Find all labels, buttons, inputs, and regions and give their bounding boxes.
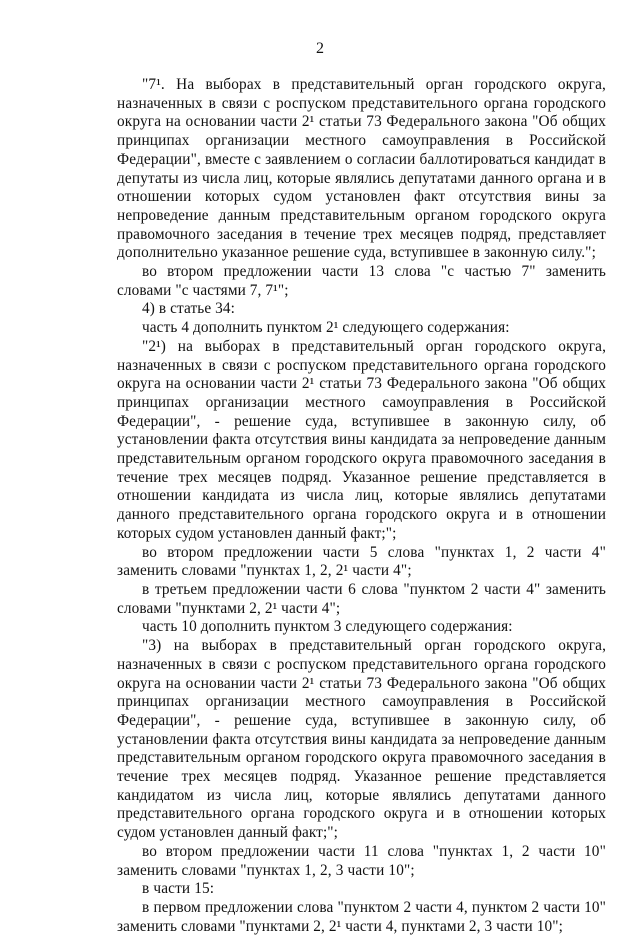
paragraph-3: 4) в статье 34: — [142, 300, 235, 318]
paragraph-12: в первом предложении слова "пунктом 2 части 4, пунктом 2 части 10" заменить словами "пунктами 2, 2¹ части 4, пунктами 2, 3 части 10"; — [117, 898, 606, 935]
paragraph-7: в третьем предложении части 6 слова "пунктом 2 части 4" заменить словами "пунктами 2, 2¹ части 4"; — [117, 580, 606, 617]
paragraph-8: часть 10 дополнить пунктом 3 следующего содержания: — [142, 618, 513, 636]
paragraph-1: "7¹. На выборах в представительный орган городского округа, назначенных в связи с роспуском представительного органа городского округа на основании части 2¹ статьи 73 Федерального закона "Об общих принципах организации местного самоуправления в Российской Федерации", вместе с заявлением о согласии баллотироваться кандидат в депутаты из числа лиц, которые являлись депутатами данного органа и в отношении которых судом установлен факт отсутствия вины за непроведение данным представительным органом городского округа правомочного заседания в течение трех месяцев подряд, представляет дополнительно указанное решение суда, вступившее в законную силу."; — [117, 76, 606, 262]
paragraph-6: во втором предложении части 5 слова "пунктах 1, 2 части 4" заменить словами "пунктах 1, 2, 2¹ части 4"; — [117, 543, 606, 580]
paragraph-4: часть 4 дополнить пунктом 2¹ следующего содержания: — [142, 319, 510, 337]
paragraph-10: во втором предложении части 11 слова "пунктах 1, 2 части 10" заменить словами "пунктах 1, 2, 3 части 10"; — [117, 842, 606, 879]
paragraph-11: в части 15: — [142, 880, 215, 898]
page-number: 2 — [316, 40, 324, 57]
paragraph-9: "3) на выборах в представительный орган городского округа, назначенных в связи с роспуском представительного органа городского округа на основании части 2¹ статьи 73 Федерального закона "Об общих принципах организации местного самоуправления в Российской Федерации", - решение суда, вступившее в законную силу, об установлении факта отсутствия вины кандидата за непроведение данным представительным органом городского округа правомочного заседания в течение трех месяцев подряд. Указанное решение представляется кандидатом из числа лиц, которые являлись депутатами данного представительного органа городского округа и в отношении которых судом установлен данный факт;"; — [117, 637, 606, 842]
document-body — [117, 76, 606, 936]
paragraph-5: "2¹) на выборах в представительный орган городского округа, назначенных в связи с роспуском представительного органа городского округа на основании части 2¹ статьи 73 Федерального закона "Об общих принципах организации местного самоуправления в Российской Федерации", - решение суда, вступившее в законную силу, об установлении факта отсутствия вины кандидата за непроведение данным представительным органом городского округа правомочного заседания в течение трех месяцев подряд. Указанное решение представляется в отношении кандидата из числа лиц, которые являлись депутатами данного представительного органа городского округа и в отношении которых судом установлен данный факт;"; — [117, 337, 606, 542]
paragraph-2: во втором предложении части 13 слова "с частью 7" заменить словами "с частями 7, 7¹"; — [117, 263, 606, 299]
